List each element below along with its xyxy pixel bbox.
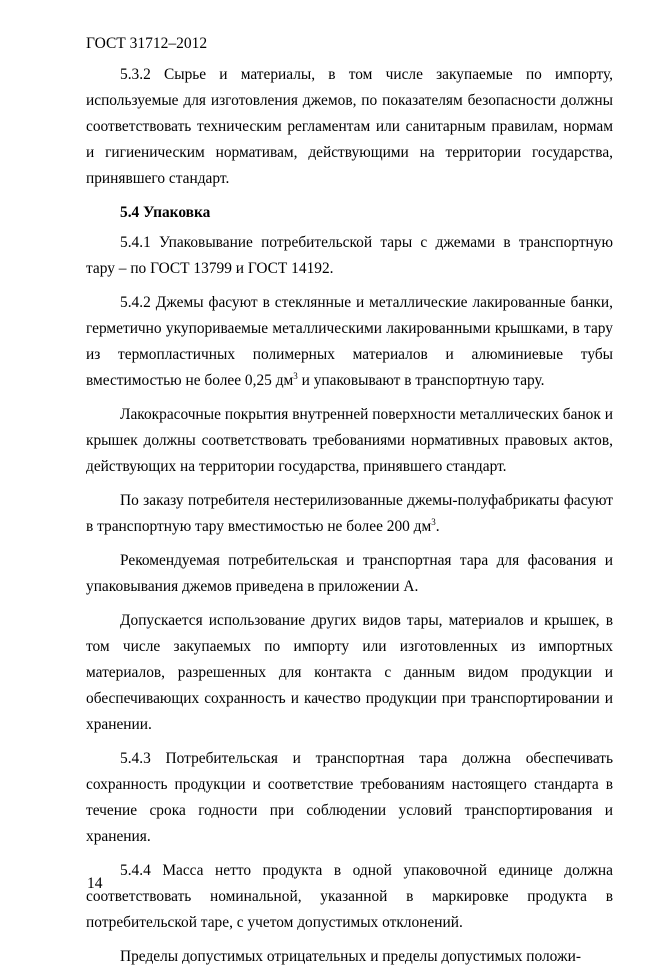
paragraph-5-4-4: 5.4.4 Масса нетто продукта в одной упаковочной единице должна соответствовать номинальной, указанной в маркировке продукта в потребительской таре, с учетом допустимых отклонений. xyxy=(86,862,613,931)
paragraph-limits: Пределы допустимых отрицательных и пределы допустимых положи- xyxy=(120,948,581,965)
paragraph-recommended: Рекомендуемая потребительская и транспортная тара для фасования и упаковывания джемов приведена в приложении А. xyxy=(86,552,613,595)
paragraph-order xyxy=(86,488,613,540)
doc-header: ГОСТ 31712–2012 xyxy=(86,35,208,52)
document-body xyxy=(86,62,613,978)
paragraph-5-4-1: 5.4.1 Упаковывание потребительской тары с джемами в транспортную тару – по ГОСТ 13799 и ГОСТ 14192. xyxy=(86,234,613,277)
paragraph-5-4-3: 5.4.3 Потребительская и транспортная тара должна обеспечивать сохранность продукции и соответствие требованиям настоящего стандарта в течение срока годности при соблюдении условий транспортирования и хранения. xyxy=(86,750,613,845)
paragraph-5-4-2-text: 5.4.2 Джемы фасуют в стеклянные и металлические лакированные банки, герметично укупориваемые металлическими лакированными крышками, в тару из термопластичных полимерных материалов и алюминиевые тубы вместимостью не более 0,25 дм xyxy=(86,294,613,389)
superscript-3: 3 xyxy=(431,516,436,527)
superscript-3: 3 xyxy=(293,370,298,381)
paragraph-order-tail: . xyxy=(435,518,440,535)
paragraph-5-3-2: 5.3.2 Сырье и материалы, в том числе закупаемые по импорту, используемые для изготовления джемов, по показателям безопасности должны соответствовать техническим регламентам или санитарным правилам, нормам и гигиеническим нормативам, действующими на территории государства, принявшего стандарт. xyxy=(86,66,613,187)
page-number: 14 xyxy=(87,875,103,892)
section-heading-5-4: 5.4 Упаковка xyxy=(120,204,211,221)
paragraph-5-4-2-tail: и упаковывают в транспортную тару. xyxy=(297,372,545,389)
paragraph-5-4-2 xyxy=(86,290,613,394)
paragraph-lacquer: Лакокрасочные покрытия внутренней поверхности металлических банок и крышек должны соответствовать требованиями нормативных правовых актов, действующих на территории государства, принявшего стандарт. xyxy=(86,406,613,475)
paragraph-order-text: По заказу потребителя нестерилизованные джемы-полуфабрикаты фасуют в транспортную тару вместимостью не более 200 дм xyxy=(86,492,613,535)
paragraph-allowed: Допускается использование других видов тары, материалов и крышек, в том числе закупаемых по импорту или изготовленных из импортных материалов, разрешенных для контакта с данным видом продукции и обеспечивающих сохранность и качество продукции при транспортировании и хранении. xyxy=(86,612,613,733)
